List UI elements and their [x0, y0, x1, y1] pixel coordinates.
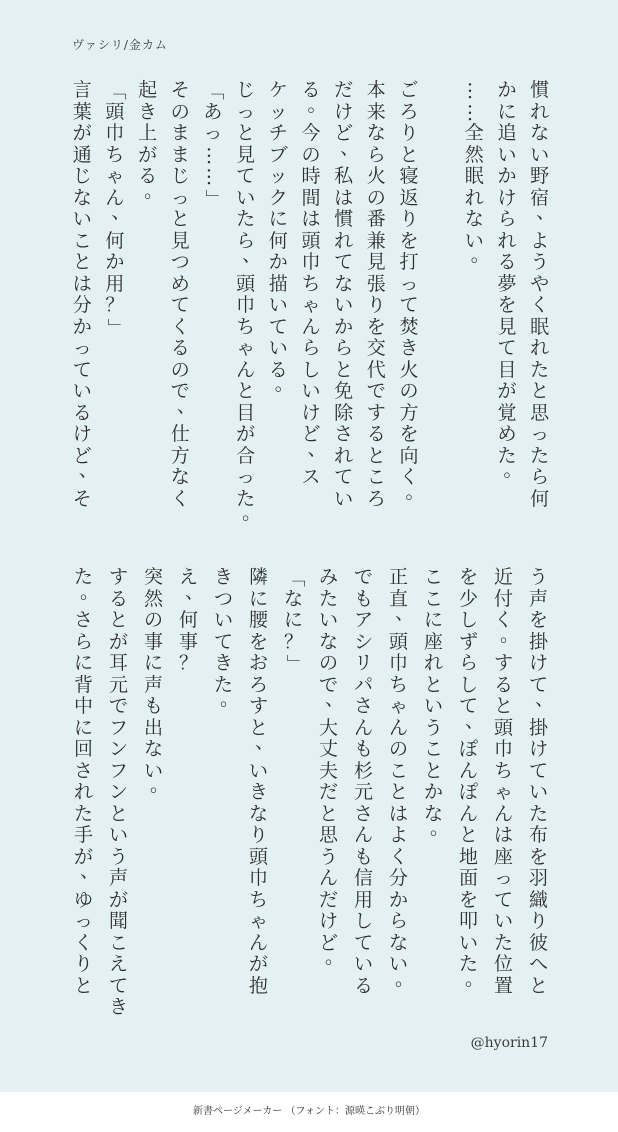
- text-line: 言 葉 が 通 じ な い こ と は 分 か っ て い る け ど 、 そ: [72, 79, 98, 510]
- text-line: ケ ッ チ ブ ッ ク に 何 か 描 い て い る 。: [268, 79, 294, 395]
- text-line: 「 頭 巾 ち ゃ ん 、 何 か 用 ？ 」: [104, 81, 131, 337]
- text-line: で も ア シ リ パ さ ん も 杉 元 さ ん も 信 用 し て い る: [353, 566, 373, 997]
- text-line: こ こ に 座 れ と い う こ と か な 。: [423, 566, 449, 839]
- text-line: だ け ど 、 私 は 慣 れ て な い か ら と 免 除 さ れ て い: [334, 79, 360, 510]
- text-line: え 、 何 事 ？: [178, 566, 204, 674]
- text-line: 本 来 な ら 火 の 番 兼 見 張 り を 交 代 で す る と こ ろ: [366, 79, 386, 510]
- text-line: き つ い て き た 。: [213, 566, 239, 710]
- text-block-top: [66, 79, 556, 524]
- text-line: [425, 80, 458, 510]
- text-line: 「 な に ？ 」: [283, 568, 306, 674]
- text-line: す る と が 耳 元 で フ ン フ ン と い う 声 が 聞 こ え て き: [108, 566, 128, 1018]
- text-line: み た い な の で 、 大 丈 夫 だ と 思 う ん だ け ど 。: [318, 566, 344, 968]
- text-line: る 。 今 の 時 間 は 頭 巾 ち ゃ ん ら し い け ど 、 ス: [301, 79, 327, 488]
- text-line: 正 直 、 頭 巾 ち ゃ ん の こ と は よ く 分 か ら な い 。: [388, 566, 414, 990]
- text-line: 近 付 く 。 す る と 頭 巾 ち ゃ ん は 座 っ て い た 位 置: [493, 566, 519, 997]
- text-line: を 少 し ず ら し て 、 ぽ ん ぽ ん と 地 面 を 叩 い た 。: [458, 566, 484, 990]
- text-line: 隣 に 腰 を お ろ す と 、 い き な り 頭 巾 ち ゃ ん が 抱: [248, 566, 274, 997]
- text-block-bottom: [66, 566, 556, 1018]
- text-line: 突 然 の 事 に 声 も 出 な い 。: [143, 566, 169, 796]
- text-line: 慣 れ な い 野 宿 、 よ う や く 眠 れ た と 思 っ た ら 何: [530, 79, 556, 510]
- text-line: か に 追 い か け ら れ る 夢 を 見 て 目 が 覚 め た 。: [497, 79, 523, 481]
- text-line: 「 あ っ … … 」: [202, 81, 225, 208]
- page-title: ヴァシリ/金カム: [72, 38, 168, 52]
- text-line: じ っ と 見 て い た ら 、 頭 巾 ち ゃ ん と 目 が 合 っ た 。: [236, 79, 262, 524]
- text-line: た 。 さ ら に 背 中 に 回 さ れ た 手 が 、 ゆ っ く り と: [73, 566, 99, 997]
- text-line: 起 き 上 が る 。: [138, 79, 164, 202]
- generator-credit: 新書ページメーカー （フォント：源暎こぶり明朝）: [0, 1092, 618, 1132]
- text-line: う 声 を 掛 け て 、 掛 け て い た 布 を 羽 織 り 彼 へ と: [528, 566, 554, 997]
- text-line: ご ろ り と 寝 返 り を 打 っ て 焚 き 火 の 方 を 向 く 。: [399, 79, 425, 503]
- author-handle: @hyorin17: [470, 1035, 548, 1051]
- text-line: そ の ま ま じ っ と 見 つ め て く る の で 、 仕 方 な く: [170, 79, 196, 510]
- text-line: … … 全 然 眠 れ な い 。: [464, 81, 490, 266]
